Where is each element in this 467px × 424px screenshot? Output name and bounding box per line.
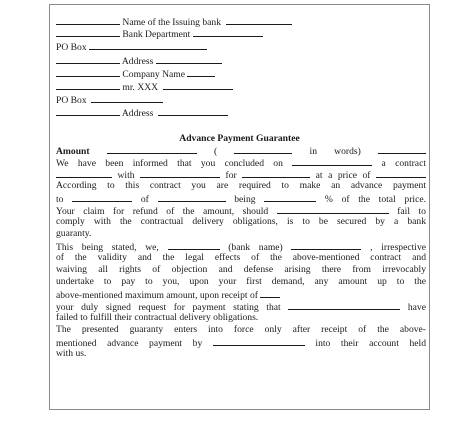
amount-label: Amount (56, 146, 90, 157)
amount-blank[interactable] (107, 145, 197, 154)
bank-name-fill-blank[interactable] (168, 241, 220, 250)
body-line-2-for: for (225, 170, 237, 181)
body-line-16-text: mentioned advance payment by (56, 338, 203, 349)
body-line-14: failed to fulfill their contractual delivery obligations. (56, 312, 259, 323)
body-line-12 (56, 289, 280, 301)
address-prefix-blank-2[interactable] (56, 107, 120, 116)
bank-department-line (56, 28, 263, 40)
body-line-5-text: Your claim for refund of the amount, should (56, 206, 269, 217)
po-box-blank-2[interactable] (91, 94, 163, 103)
bank-name-line (56, 16, 292, 28)
body-line-13-text: your duly signed request for payment stating that (56, 302, 281, 313)
address-prefix-blank-1[interactable] (56, 55, 120, 64)
amount-in-words: in words) (309, 146, 361, 157)
body-line-4-end: % of the total price. (324, 194, 426, 205)
department-prefix-blank[interactable] (56, 28, 120, 37)
bank-name-blank[interactable] (226, 16, 292, 25)
department-blank[interactable] (193, 28, 263, 37)
company-prefix-blank[interactable] (56, 68, 120, 77)
payment-of-blank[interactable] (158, 193, 226, 202)
address-label: Address (121, 56, 154, 67)
failing-party-blank[interactable] (288, 301, 400, 310)
payment-to-blank[interactable] (72, 193, 132, 202)
body-line-15: The presented guaranty enters into force only after receipt of the above- (56, 324, 426, 335)
body-line-4-to: to (56, 194, 64, 205)
body-line-7: guaranty. (56, 228, 92, 239)
body-line-13-end: have (407, 302, 426, 313)
recipient-label: mr. XXX (122, 82, 159, 93)
bank-name-after-blank[interactable] (291, 241, 361, 250)
body-line-4 (56, 193, 426, 205)
address-label-2: Address (121, 108, 154, 119)
amount-trailing-blank[interactable] (378, 145, 426, 154)
account-holder-blank[interactable] (213, 337, 305, 346)
body-line-17: with us. (56, 348, 87, 359)
document-title: Advance Payment Guarantee (179, 133, 300, 144)
contract-for-blank[interactable] (242, 169, 310, 178)
receipt-blank[interactable] (260, 289, 280, 298)
body-line-9: of the validity and the legal effects of the above-mentioned contract and (56, 252, 426, 263)
body-line-2-price: at a price of (315, 170, 371, 181)
recipient-line (56, 81, 233, 93)
body-line-8-bank: (bank name) (228, 242, 283, 253)
address-blank-2[interactable] (158, 107, 228, 116)
contract-date-blank[interactable] (292, 157, 372, 166)
body-line-10: waiving all rights of objection and defense arising there from irrevocably (56, 264, 426, 275)
body-line-6: comply with the contractual delivery obligations, is to be secured by a bank (56, 216, 426, 227)
company-name-blank[interactable] (187, 68, 215, 77)
body-line-16-end: into their account held (315, 338, 426, 349)
body-line-1-end: a contract (381, 158, 426, 169)
payment-percent-blank[interactable] (264, 193, 316, 202)
body-line-8-text: This being stated, we, (56, 242, 159, 253)
address-blank-1[interactable] (156, 55, 222, 64)
contract-price-blank[interactable] (376, 169, 426, 178)
contract-with-blank[interactable] (140, 169, 220, 178)
po-box-line-1 (56, 41, 207, 53)
body-line-4-of: of (140, 194, 149, 205)
body-line-1 (56, 157, 426, 169)
body-line-16 (56, 337, 426, 349)
po-box-label-2: PO Box (56, 95, 87, 106)
po-box-blank-1[interactable] (89, 41, 207, 50)
amount-words-blank[interactable] (234, 145, 292, 154)
contract-party-blank[interactable] (56, 169, 112, 178)
guarantee-document (49, 4, 430, 410)
bank-name-prefix-blank[interactable] (56, 16, 120, 25)
claim-party-blank[interactable] (277, 205, 389, 214)
recipient-prefix-blank[interactable] (56, 81, 120, 90)
body-line-3: According to this contract you are required to make an advance payment (56, 180, 426, 191)
po-box-line-2 (56, 94, 163, 106)
company-name-label: Company Name (122, 69, 186, 80)
body-line-5-end: fail to (397, 206, 426, 217)
bank-department-label: Bank Department (122, 29, 191, 40)
body-line-4-being: being (234, 194, 256, 205)
body-line-2-with: with (117, 170, 135, 181)
amount-open-paren: ( (213, 146, 218, 157)
body-line-11: undertake to pay to you, upon your first demand, any amount up to the (56, 276, 426, 287)
company-name-line (56, 68, 215, 80)
body-line-12-text: above-mentioned maximum amount, upon receipt of (56, 290, 258, 301)
bank-name-label: Name of the Issuing bank (122, 17, 221, 28)
amount-line (56, 145, 426, 157)
body-line-8-end: , irrespective (370, 242, 426, 253)
recipient-blank[interactable] (163, 81, 233, 90)
address-line-1 (56, 55, 222, 67)
address-line-2 (56, 107, 228, 119)
body-line-1-text: We have been informed that you concluded on (56, 158, 283, 169)
po-box-label: PO Box (56, 42, 87, 53)
